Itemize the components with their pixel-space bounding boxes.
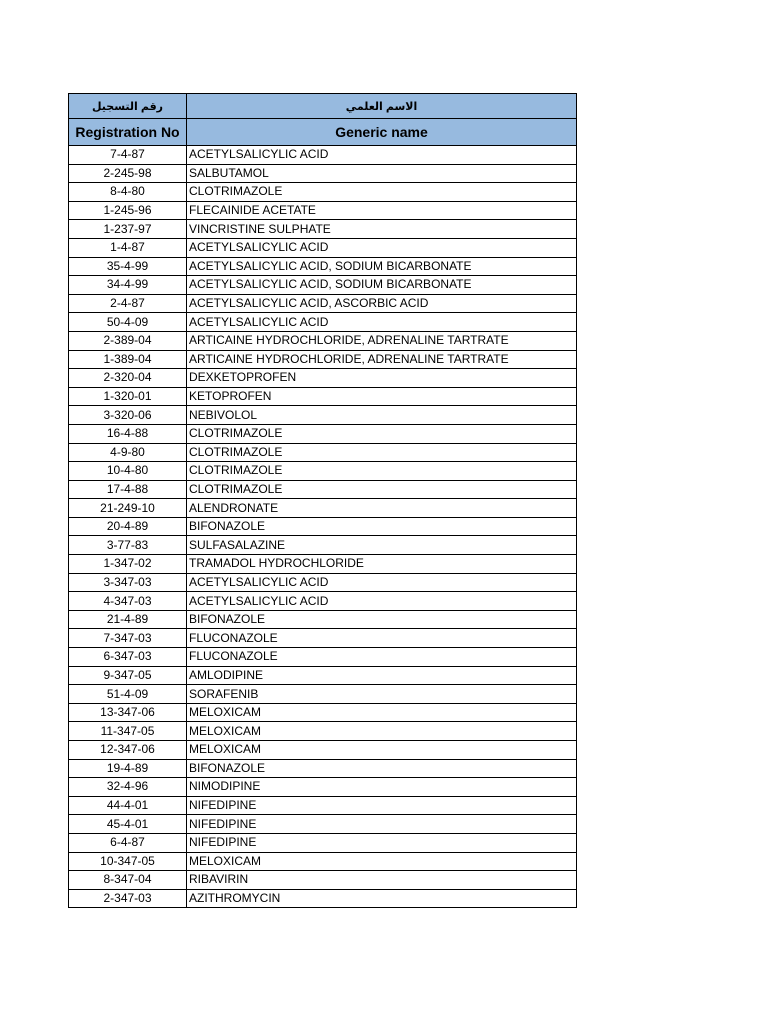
registration-number-cell: 12-347-06 — [69, 741, 187, 760]
registration-number-cell: 6-4-87 — [69, 833, 187, 852]
table-row — [69, 424, 577, 443]
table-row — [69, 759, 577, 778]
table-row — [69, 480, 577, 499]
registration-sheet — [68, 93, 576, 908]
table-row — [69, 313, 577, 332]
generic-name-cell: NIMODIPINE — [187, 778, 577, 797]
table-row — [69, 815, 577, 834]
table-row — [69, 331, 577, 350]
table-row — [69, 889, 577, 908]
registration-number-cell: 3-320-06 — [69, 406, 187, 425]
header-row-arabic — [69, 94, 577, 119]
generic-name-cell: NIFEDIPINE — [187, 815, 577, 834]
table-row — [69, 573, 577, 592]
table-row — [69, 555, 577, 574]
table-row — [69, 629, 577, 648]
table-row — [69, 387, 577, 406]
table-row — [69, 741, 577, 760]
generic-name-cell: RIBAVIRIN — [187, 871, 577, 890]
generic-name-cell: ACETYLSALICYLIC ACID — [187, 592, 577, 611]
table-row — [69, 722, 577, 741]
registration-number-cell: 9-347-05 — [69, 666, 187, 685]
table-row — [69, 350, 577, 369]
generic-name-cell: NIFEDIPINE — [187, 833, 577, 852]
registration-number-cell: 3-347-03 — [69, 573, 187, 592]
generic-name-cell: BIFONAZOLE — [187, 759, 577, 778]
header-generic-arabic: الاسم العلمي — [187, 94, 577, 119]
registration-number-cell: 4-9-80 — [69, 443, 187, 462]
table-row — [69, 238, 577, 257]
generic-name-cell: SALBUTAMOL — [187, 164, 577, 183]
table-row — [69, 610, 577, 629]
generic-name-cell: ACETYLSALICYLIC ACID — [187, 313, 577, 332]
registration-number-cell: 17-4-88 — [69, 480, 187, 499]
table-row — [69, 406, 577, 425]
registration-number-cell: 1-245-96 — [69, 201, 187, 220]
generic-name-cell: SULFASALAZINE — [187, 536, 577, 555]
generic-name-cell: DEXKETOPROFEN — [187, 369, 577, 388]
table-row — [69, 796, 577, 815]
table-row — [69, 499, 577, 518]
generic-name-cell: MELOXICAM — [187, 703, 577, 722]
generic-name-cell: FLECAINIDE ACETATE — [187, 201, 577, 220]
registration-number-cell: 3-77-83 — [69, 536, 187, 555]
table-row — [69, 369, 577, 388]
generic-name-cell: CLOTRIMAZOLE — [187, 443, 577, 462]
table-row — [69, 666, 577, 685]
table-row — [69, 164, 577, 183]
registration-number-cell: 10-347-05 — [69, 852, 187, 871]
generic-name-cell: AZITHROMYCIN — [187, 889, 577, 908]
table-row — [69, 462, 577, 481]
registration-number-cell: 21-249-10 — [69, 499, 187, 518]
table-body — [69, 146, 577, 908]
registration-number-cell: 2-245-98 — [69, 164, 187, 183]
registration-number-cell: 34-4-99 — [69, 276, 187, 295]
generic-name-cell: CLOTRIMAZOLE — [187, 480, 577, 499]
registration-number-cell: 35-4-99 — [69, 257, 187, 276]
generic-name-cell: NEBIVOLOL — [187, 406, 577, 425]
generic-name-cell: SORAFENIB — [187, 685, 577, 704]
generic-name-cell: CLOTRIMAZOLE — [187, 183, 577, 202]
registration-number-cell: 8-4-80 — [69, 183, 187, 202]
registration-table — [68, 93, 577, 908]
table-row — [69, 536, 577, 555]
generic-name-cell: KETOPROFEN — [187, 387, 577, 406]
header-registration-no: Registration No — [69, 119, 187, 146]
generic-name-cell: BIFONAZOLE — [187, 610, 577, 629]
table-row — [69, 276, 577, 295]
table-row — [69, 703, 577, 722]
registration-number-cell: 13-347-06 — [69, 703, 187, 722]
table-row — [69, 220, 577, 239]
generic-name-cell: NIFEDIPINE — [187, 796, 577, 815]
registration-number-cell: 2-347-03 — [69, 889, 187, 908]
generic-name-cell: MELOXICAM — [187, 741, 577, 760]
generic-name-cell: ARTICAINE HYDROCHLORIDE, ADRENALINE TARTRATE — [187, 331, 577, 350]
table-row — [69, 201, 577, 220]
generic-name-cell: VINCRISTINE SULPHATE — [187, 220, 577, 239]
registration-number-cell: 1-237-97 — [69, 220, 187, 239]
registration-number-cell: 50-4-09 — [69, 313, 187, 332]
generic-name-cell: ACETYLSALICYLIC ACID — [187, 146, 577, 165]
registration-number-cell: 44-4-01 — [69, 796, 187, 815]
registration-number-cell: 16-4-88 — [69, 424, 187, 443]
generic-name-cell: ACETYLSALICYLIC ACID, ASCORBIC ACID — [187, 294, 577, 313]
table-row — [69, 648, 577, 667]
table-header — [69, 94, 577, 146]
generic-name-cell: ARTICAINE HYDROCHLORIDE, ADRENALINE TARTRATE — [187, 350, 577, 369]
generic-name-cell: ACETYLSALICYLIC ACID, SODIUM BICARBONATE — [187, 257, 577, 276]
registration-number-cell: 4-347-03 — [69, 592, 187, 611]
generic-name-cell: BIFONAZOLE — [187, 517, 577, 536]
registration-number-cell: 19-4-89 — [69, 759, 187, 778]
registration-number-cell: 1-389-04 — [69, 350, 187, 369]
registration-number-cell: 8-347-04 — [69, 871, 187, 890]
table-row — [69, 443, 577, 462]
header-generic-name: Generic name — [187, 119, 577, 146]
registration-number-cell: 1-4-87 — [69, 238, 187, 257]
generic-name-cell: CLOTRIMAZOLE — [187, 424, 577, 443]
generic-name-cell: ALENDRONATE — [187, 499, 577, 518]
table-row — [69, 778, 577, 797]
header-registration-arabic: رقم التسجيل — [69, 94, 187, 119]
registration-number-cell: 11-347-05 — [69, 722, 187, 741]
generic-name-cell: TRAMADOL HYDROCHLORIDE — [187, 555, 577, 574]
table-row — [69, 257, 577, 276]
header-row-english — [69, 119, 577, 146]
generic-name-cell: MELOXICAM — [187, 852, 577, 871]
table-row — [69, 833, 577, 852]
registration-number-cell: 7-4-87 — [69, 146, 187, 165]
registration-number-cell: 21-4-89 — [69, 610, 187, 629]
registration-number-cell: 2-320-04 — [69, 369, 187, 388]
table-row — [69, 871, 577, 890]
generic-name-cell: ACETYLSALICYLIC ACID — [187, 573, 577, 592]
registration-number-cell: 7-347-03 — [69, 629, 187, 648]
registration-number-cell: 1-347-02 — [69, 555, 187, 574]
registration-number-cell: 1-320-01 — [69, 387, 187, 406]
generic-name-cell: MELOXICAM — [187, 722, 577, 741]
generic-name-cell: FLUCONAZOLE — [187, 648, 577, 667]
registration-number-cell: 45-4-01 — [69, 815, 187, 834]
registration-number-cell: 10-4-80 — [69, 462, 187, 481]
generic-name-cell: FLUCONAZOLE — [187, 629, 577, 648]
table-row — [69, 592, 577, 611]
table-row — [69, 852, 577, 871]
table-row — [69, 146, 577, 165]
registration-number-cell: 2-389-04 — [69, 331, 187, 350]
table-row — [69, 685, 577, 704]
table-row — [69, 294, 577, 313]
registration-number-cell: 32-4-96 — [69, 778, 187, 797]
table-row — [69, 183, 577, 202]
registration-number-cell: 51-4-09 — [69, 685, 187, 704]
registration-number-cell: 20-4-89 — [69, 517, 187, 536]
generic-name-cell: AMLODIPINE — [187, 666, 577, 685]
table-row — [69, 517, 577, 536]
generic-name-cell: CLOTRIMAZOLE — [187, 462, 577, 481]
registration-number-cell: 2-4-87 — [69, 294, 187, 313]
registration-number-cell: 6-347-03 — [69, 648, 187, 667]
generic-name-cell: ACETYLSALICYLIC ACID, SODIUM BICARBONATE — [187, 276, 577, 295]
generic-name-cell: ACETYLSALICYLIC ACID — [187, 238, 577, 257]
